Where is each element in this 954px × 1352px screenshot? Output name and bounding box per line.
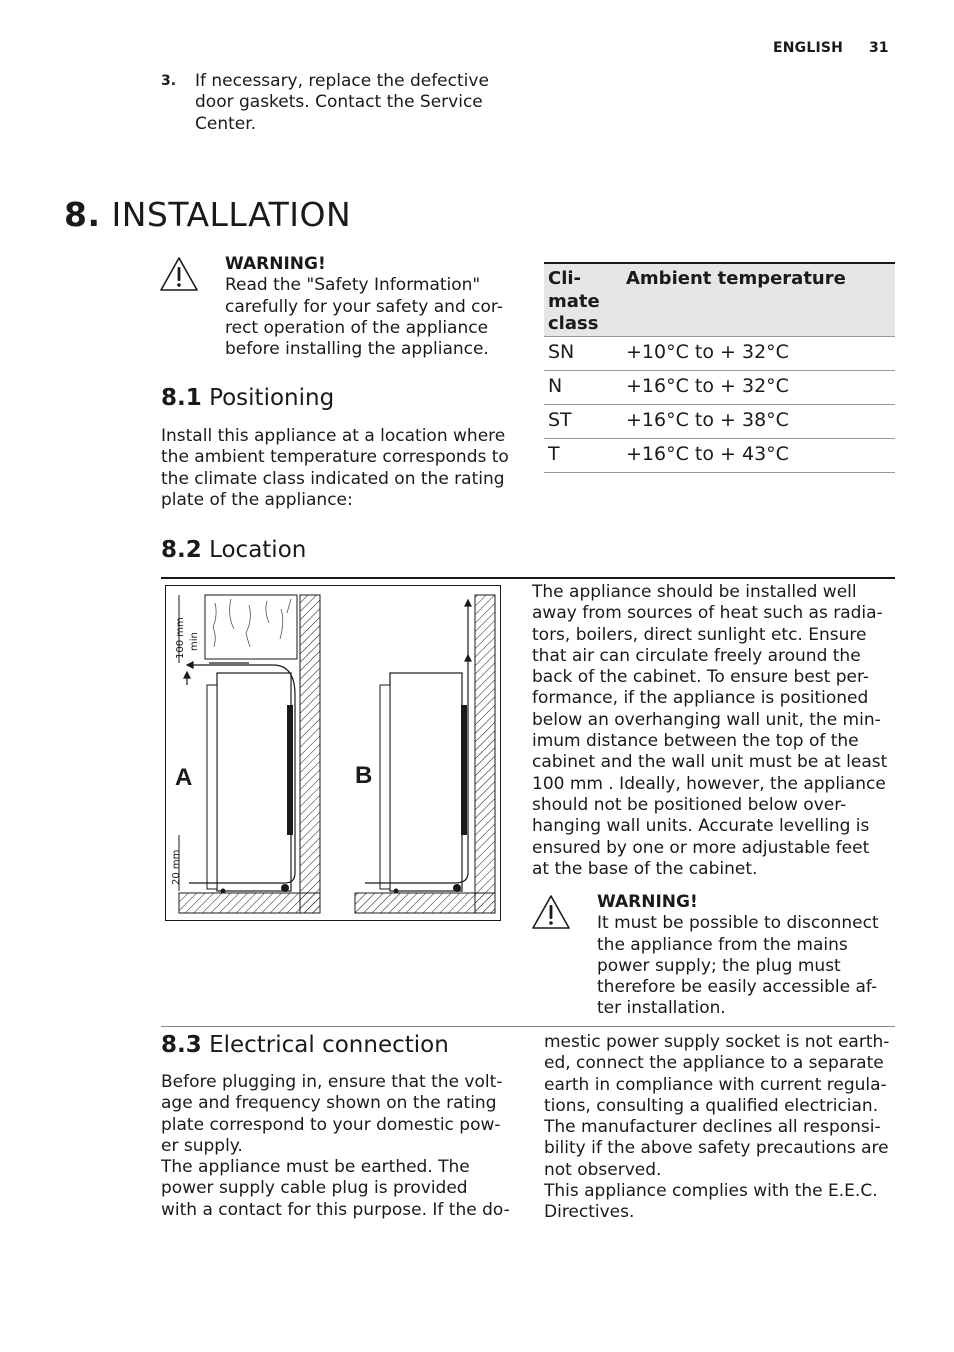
chapter-title xyxy=(64,193,351,237)
foot-b-front xyxy=(394,889,399,894)
body-line: below an overhanging wall unit, the min- xyxy=(532,709,881,730)
electrical-body-col2 xyxy=(544,1032,896,1224)
warning-line: carefully for your safety and cor- xyxy=(225,296,503,317)
wall-unit xyxy=(205,595,297,659)
step-line: If necessary, replace the defective xyxy=(195,71,489,91)
foot-a xyxy=(281,884,289,892)
wall-a xyxy=(300,595,320,913)
body-line: 100 mm . Ideally, however, the appliance xyxy=(532,773,886,794)
condenser-a xyxy=(287,705,293,835)
table-cell: +16°C to + 38°C xyxy=(622,404,895,438)
body-line: not observed. xyxy=(544,1159,662,1180)
table-row xyxy=(544,438,895,472)
body-line: tions, consulting a qualified electrician. xyxy=(544,1095,879,1116)
table-header-cell: Cli- mate class xyxy=(544,263,622,336)
location-body xyxy=(532,582,894,880)
page-number: 31 xyxy=(869,40,889,56)
table-cell: +16°C to + 43°C xyxy=(622,438,895,472)
body-line: The manufacturer declines all responsi- xyxy=(544,1117,881,1138)
table-cell: +10°C to + 32°C xyxy=(622,336,895,370)
table-row xyxy=(544,336,895,370)
body-line: away from sources of heat such as radia- xyxy=(532,603,883,624)
body-line: the ambient temperature corresponds to xyxy=(161,447,509,468)
body-line: plate of the appliance: xyxy=(161,489,353,510)
floor-a xyxy=(179,893,320,913)
body-line: plate correspond to your domestic pow- xyxy=(161,1114,501,1135)
body-line: power supply cable plug is provided xyxy=(161,1178,468,1199)
section-title-text: Electrical connection xyxy=(209,1032,449,1058)
body-line: back of the cabinet. To ensure best per- xyxy=(532,667,869,688)
warning-triangle-icon xyxy=(159,256,199,292)
section-divider xyxy=(161,1026,895,1027)
dim-top-label: 100 mm xyxy=(175,617,186,659)
body-line: age and frequency shown on the rating xyxy=(161,1093,497,1114)
body-line: hanging wall units. Accurate levelling is xyxy=(532,816,870,837)
step-line: Center. xyxy=(195,113,257,134)
body-line: formance, if the appliance is positioned xyxy=(532,688,869,709)
body-line: tors, boilers, direct sunlight etc. Ensure xyxy=(532,624,867,645)
warning-line: rect operation of the appliance xyxy=(225,317,489,338)
body-line: the climate class indicated on the rating xyxy=(161,468,505,489)
figure-label-a: A xyxy=(175,764,193,791)
door-a xyxy=(207,685,217,889)
body-line: bility if the above safety precautions are xyxy=(544,1138,889,1159)
foot-b xyxy=(453,884,461,892)
table-row xyxy=(544,370,895,404)
appliance-a xyxy=(217,673,291,891)
section-number: 8.2 xyxy=(161,537,202,563)
warning-line: the appliance from the mains xyxy=(597,934,848,955)
floor-b xyxy=(355,893,495,913)
table-cell: N xyxy=(544,370,622,404)
body-line: Before plugging in, ensure that the volt- xyxy=(161,1072,503,1092)
positioning-body xyxy=(161,426,521,511)
electrical-body-col1 xyxy=(161,1072,521,1221)
chapter-title-text: INSTALLATION xyxy=(111,195,352,234)
section-title-positioning xyxy=(161,383,334,413)
body-line: imum distance between the top of the xyxy=(532,731,859,752)
warning-title: WARNING! xyxy=(597,892,698,912)
body-line: mestic power supply socket is not earth- xyxy=(544,1032,890,1052)
appliance-b xyxy=(390,673,462,891)
section-title-electrical xyxy=(161,1030,449,1060)
section-title-text: Location xyxy=(209,537,307,563)
chapter-number: 8. xyxy=(64,195,101,234)
section-number: 8.1 xyxy=(161,385,202,411)
installation-clearance-figure xyxy=(165,585,501,921)
warning-line: It must be possible to disconnect xyxy=(597,913,879,934)
figure-label-b: B xyxy=(355,762,373,789)
body-line: The appliance should be installed well xyxy=(532,582,857,602)
warning-title: WARNING! xyxy=(225,254,326,274)
table-cell: SN xyxy=(544,336,622,370)
body-line: The appliance must be earthed. The xyxy=(161,1157,470,1178)
warning-triangle-icon xyxy=(531,894,571,930)
table-header-cell: Ambient temperature xyxy=(622,263,895,336)
table-cell: ST xyxy=(544,404,622,438)
table-header-row xyxy=(544,263,895,336)
warning-safety-info xyxy=(225,254,525,360)
wall-b xyxy=(475,595,495,913)
door-b xyxy=(380,685,390,889)
step-number: 3. xyxy=(161,73,177,89)
body-line: earth in compliance with current regula- xyxy=(544,1074,887,1095)
body-line: Directives. xyxy=(544,1202,635,1223)
section-rule xyxy=(161,577,895,579)
header-language: ENGLISH xyxy=(773,40,844,56)
climate-class-table xyxy=(544,262,895,473)
body-line: ed, connect the appliance to a separate xyxy=(544,1053,884,1074)
table-row xyxy=(544,404,895,438)
step-text xyxy=(195,71,505,135)
body-line: Install this appliance at a location where xyxy=(161,426,506,446)
foot-a-front xyxy=(221,889,226,894)
section-number: 8.3 xyxy=(161,1032,202,1058)
body-line: ensured by one or more adjustable feet xyxy=(532,837,870,858)
warning-disconnect xyxy=(597,892,894,1020)
warning-line: ter installation. xyxy=(597,998,726,1019)
section-title-text: Positioning xyxy=(209,385,335,411)
body-line: with a contact for this purpose. If the do- xyxy=(161,1199,510,1220)
body-line: er supply. xyxy=(161,1135,243,1156)
warning-line: Read the "Safety Information" xyxy=(225,275,481,296)
warning-line: therefore be easily accessible af- xyxy=(597,977,878,998)
section-title-location xyxy=(161,535,306,565)
table-cell: T xyxy=(544,438,622,472)
condenser-b xyxy=(461,705,467,835)
body-line: This appliance complies with the E.E.C. xyxy=(544,1181,878,1202)
dim-bottom-label: 20 mm xyxy=(171,849,182,885)
step-line: door gaskets. Contact the Service xyxy=(195,92,483,113)
body-line: at the base of the cabinet. xyxy=(532,858,758,879)
body-line: should not be positioned below over- xyxy=(532,794,847,815)
table-cell: +16°C to + 32°C xyxy=(622,370,895,404)
dim-top-sub-label: min xyxy=(189,632,200,651)
warning-line: power supply; the plug must xyxy=(597,955,841,976)
body-line: that air can circulate freely around the xyxy=(532,645,861,666)
body-line: cabinet and the wall unit must be at least xyxy=(532,752,888,773)
warning-line: before installing the appliance. xyxy=(225,339,489,360)
